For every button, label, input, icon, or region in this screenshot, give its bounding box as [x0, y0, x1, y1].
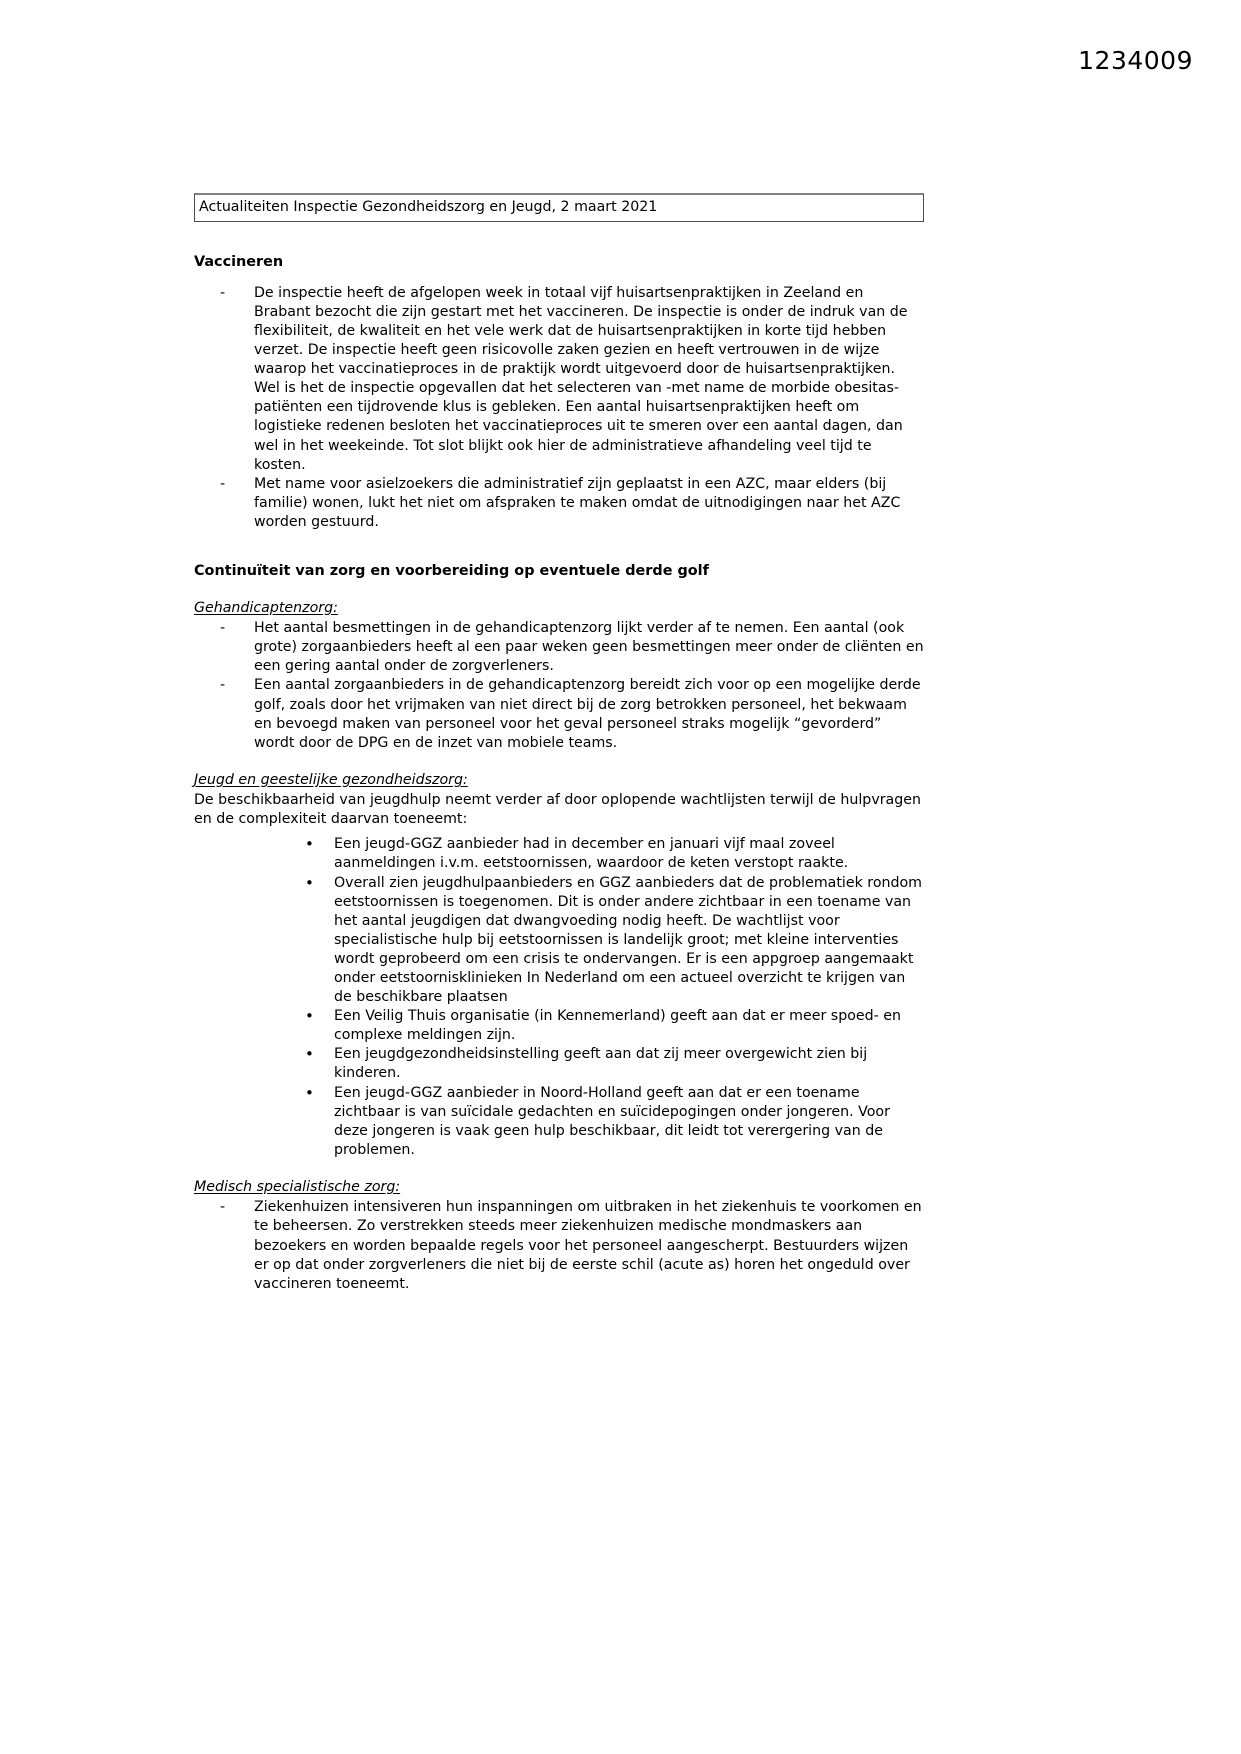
- list-item: • Een jeugdgezondheidsinstelling geeft aan dat zij meer overgewicht zien bij kinderen.: [194, 1045, 924, 1083]
- sub-heading-medisch-specialistische-zorg: Medisch specialistische zorg:: [194, 1178, 401, 1195]
- gehandicaptenzorg-list: [194, 619, 924, 753]
- list-item: - Ziekenhuizen intensiveren hun inspanningen om uitbraken in het ziekenhuis te voorkomen en te beheersen. Zo verstrekken steeds meer ziekenhuizen medische mondmaskers aan bezoekers en worden bepaalde regels voor het personeel aangescherpt. Bestuurders wijzen er op dat onder zorgverleners die niet bij de eerste schil (acute as) horen het ongeduld over vaccineren toeneemt.: [194, 1198, 924, 1293]
- jeugd-ggz-bullet-list: [194, 835, 924, 1160]
- document-content: [194, 193, 924, 1294]
- medisch-specialistische-zorg-list: [194, 1198, 924, 1293]
- vaccineren-list: [194, 284, 924, 532]
- list-item: • Een jeugd-GGZ aanbieder had in december en januari vijf maal zoveel aanmeldingen i.v.m. eetstoornissen, waardoor de keten verstopt raakte.: [194, 835, 924, 873]
- list-item: - De inspectie heeft de afgelopen week in totaal vijf huisartsenpraktijken in Zeeland en Brabant bezocht die zijn gestart met het vaccineren. De inspectie is onder de indruk van de flexibiliteit, de kwaliteit en het vele werk dat de huisartsenpraktijken in korte tijd hebben verzet. De inspectie heeft geen risicovolle zaken gezien en heeft vertrouwen in de wijze waarop het vaccinatieproces in de praktijk wordt uitgevoerd door de huisartsenpraktijken. Wel is het de inspectie opgevallen dat het selecteren van -met name de morbide obesitas- patiënten een tijdrovende klus is gebleken. Een aantal huisartsenpraktijken heeft om logistieke redenen besloten het vaccinatieproces uit te smeren over een aantal dagen, dan wel in het weekeinde. Tot slot blijkt ook hier de administratieve afhandeling veel tijd te kosten.: [194, 284, 924, 475]
- list-item: • Overall zien jeugdhulpaanbieders en GGZ aanbieders dat de problematiek rondom eetstoornissen is toegenomen. Dit is onder andere zichtbaar in een toename van het aantal jeugdigen dat dwangvoeding nodig heeft. De wachtlijst voor specialistische hulp bij eetstoornissen is landelijk groot; met kleine interventies wordt geprobeerd om een crisis te ondervangen. Er is een appgroep aangemaakt onder eetstoornisklinieken In Nederland om een actueel overzicht te krijgen van de beschikbare plaatsen: [194, 874, 924, 1008]
- document-title-text: Actualiteiten Inspectie Gezondheidszorg en Jeugd, 2 maart 2021: [199, 199, 658, 215]
- list-item: - Een aantal zorgaanbieders in de gehandicaptenzorg bereidt zich voor op een mogelijke derde golf, zoals door het vrijmaken van niet direct bij de zorg betrokken personeel, het bekwaam en bevoegd maken van personeel voor het geval personeel straks mogelijk “gevorderd” wordt door de DPG en de inzet van mobiele teams.: [194, 676, 924, 752]
- document-title-bar: [194, 193, 924, 222]
- document-number: 1234009: [1078, 46, 1193, 75]
- sub-heading-jeugd-ggz: Jeugd en geestelijke gezondheidszorg:: [194, 771, 468, 788]
- jeugd-ggz-intro: De beschikbaarheid van jeugdhulp neemt verder af door oplopende wachtlijsten terwijl de hulpvragen en de complexiteit daarvan toeneemt:: [194, 792, 921, 828]
- section-heading-vaccineren: Vaccineren: [194, 254, 284, 271]
- list-item: • Een jeugd-GGZ aanbieder in Noord-Holland geeft aan dat er een toename zichtbaar is van suïcidale gedachten en suïcidepogingen onder jongeren. Voor deze jongeren is vaak geen hulp beschikbaar, dit leidt tot verergering van de problemen.: [194, 1084, 924, 1160]
- list-item: • Een Veilig Thuis organisatie (in Kennemerland) geeft aan dat er meer spoed- en complexe meldingen zijn.: [194, 1007, 924, 1045]
- sub-heading-gehandicaptenzorg: Gehandicaptenzorg:: [194, 599, 338, 616]
- section-heading-continuiteit: Continuïteit van zorg en voorbereiding op eventuele derde golf: [194, 562, 709, 579]
- list-item: - Het aantal besmettingen in de gehandicaptenzorg lijkt verder af te nemen. Een aantal (ook grote) zorgaanbieders heeft al een paar weken geen besmettingen meer onder de cliënten en een gering aantal onder de zorgverleners.: [194, 619, 924, 676]
- list-item: - Met name voor asielzoekers die administratief zijn geplaatst in een AZC, maar elders (bij familie) wonen, lukt het niet om afspraken te maken omdat de uitnodigingen naar het AZC worden gestuurd.: [194, 475, 924, 532]
